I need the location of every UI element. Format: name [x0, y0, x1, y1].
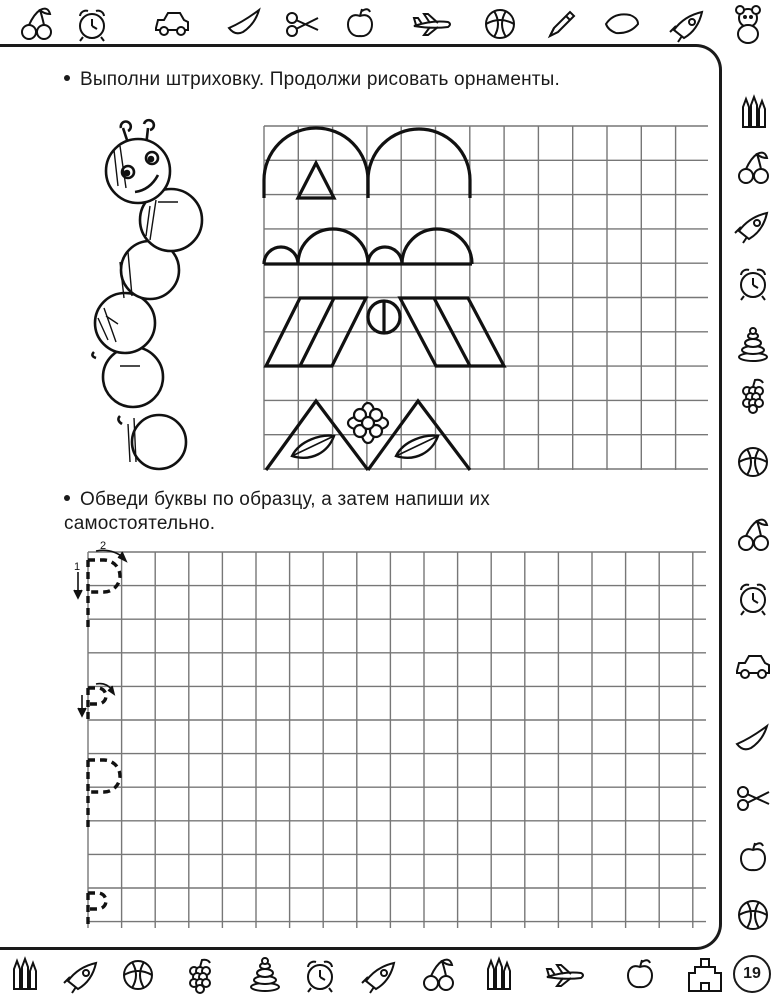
- alarm-clock-icon: [741, 585, 765, 615]
- banana-icon: [737, 726, 767, 749]
- apple-icon: [628, 960, 652, 987]
- airplane-icon: [547, 965, 583, 986]
- flower-icon: [348, 403, 388, 443]
- banana-icon: [229, 10, 259, 33]
- ball-icon: [486, 10, 514, 38]
- page-number: 19: [733, 955, 771, 993]
- scissors-icon: [287, 13, 318, 36]
- apple-icon: [741, 843, 765, 870]
- writing-grid: [88, 552, 706, 928]
- teddy-bear-icon: [736, 6, 760, 43]
- ball-icon: [739, 448, 767, 476]
- ornament-semicircles: [264, 229, 472, 264]
- pencil-icon: [550, 12, 574, 36]
- cherries-icon: [739, 153, 768, 183]
- crayons-icon: [14, 959, 36, 989]
- task-1-text: Выполни штриховку. Продолжи рисовать орнаменты.: [80, 69, 561, 90]
- car-icon: [156, 13, 188, 35]
- ball-icon: [739, 901, 767, 929]
- rocket-icon: [64, 963, 96, 993]
- alarm-clock-icon: [80, 11, 104, 41]
- cherries-icon: [424, 960, 453, 990]
- airplane-icon: [414, 14, 450, 35]
- apple-icon: [348, 9, 372, 36]
- cherries-icon: [22, 9, 51, 39]
- stroke-direction-arrows: [74, 550, 126, 716]
- lemon-icon: [606, 14, 638, 33]
- pyramid-toy-icon: [739, 328, 767, 361]
- rocket-icon: [362, 963, 394, 993]
- alarm-clock-icon: [308, 962, 332, 992]
- castle-icon: [689, 959, 721, 991]
- crayons-icon: [488, 959, 510, 989]
- grapes-icon: [743, 380, 763, 413]
- task-2-text-line2: самостоятельно.: [64, 513, 216, 534]
- task-2-text-line1: Обведи буквы по образцу, а затем напиши их: [80, 489, 490, 510]
- letter-samples: [88, 560, 120, 927]
- car-icon: [737, 656, 769, 678]
- alarm-clock-icon: [741, 270, 765, 300]
- rocket-icon: [735, 213, 767, 243]
- rocket-icon: [670, 12, 702, 42]
- pyramid-toy-icon: [251, 958, 279, 991]
- scissors-icon: [738, 787, 769, 810]
- stroke-hint-2: 2: [100, 540, 107, 552]
- grapes-icon: [190, 960, 210, 993]
- stroke-hint-1: 1: [74, 561, 81, 573]
- crayons-icon: [743, 97, 765, 127]
- cherries-icon: [739, 520, 768, 550]
- ball-icon: [124, 961, 152, 989]
- caterpillar-illustration: [92, 120, 202, 469]
